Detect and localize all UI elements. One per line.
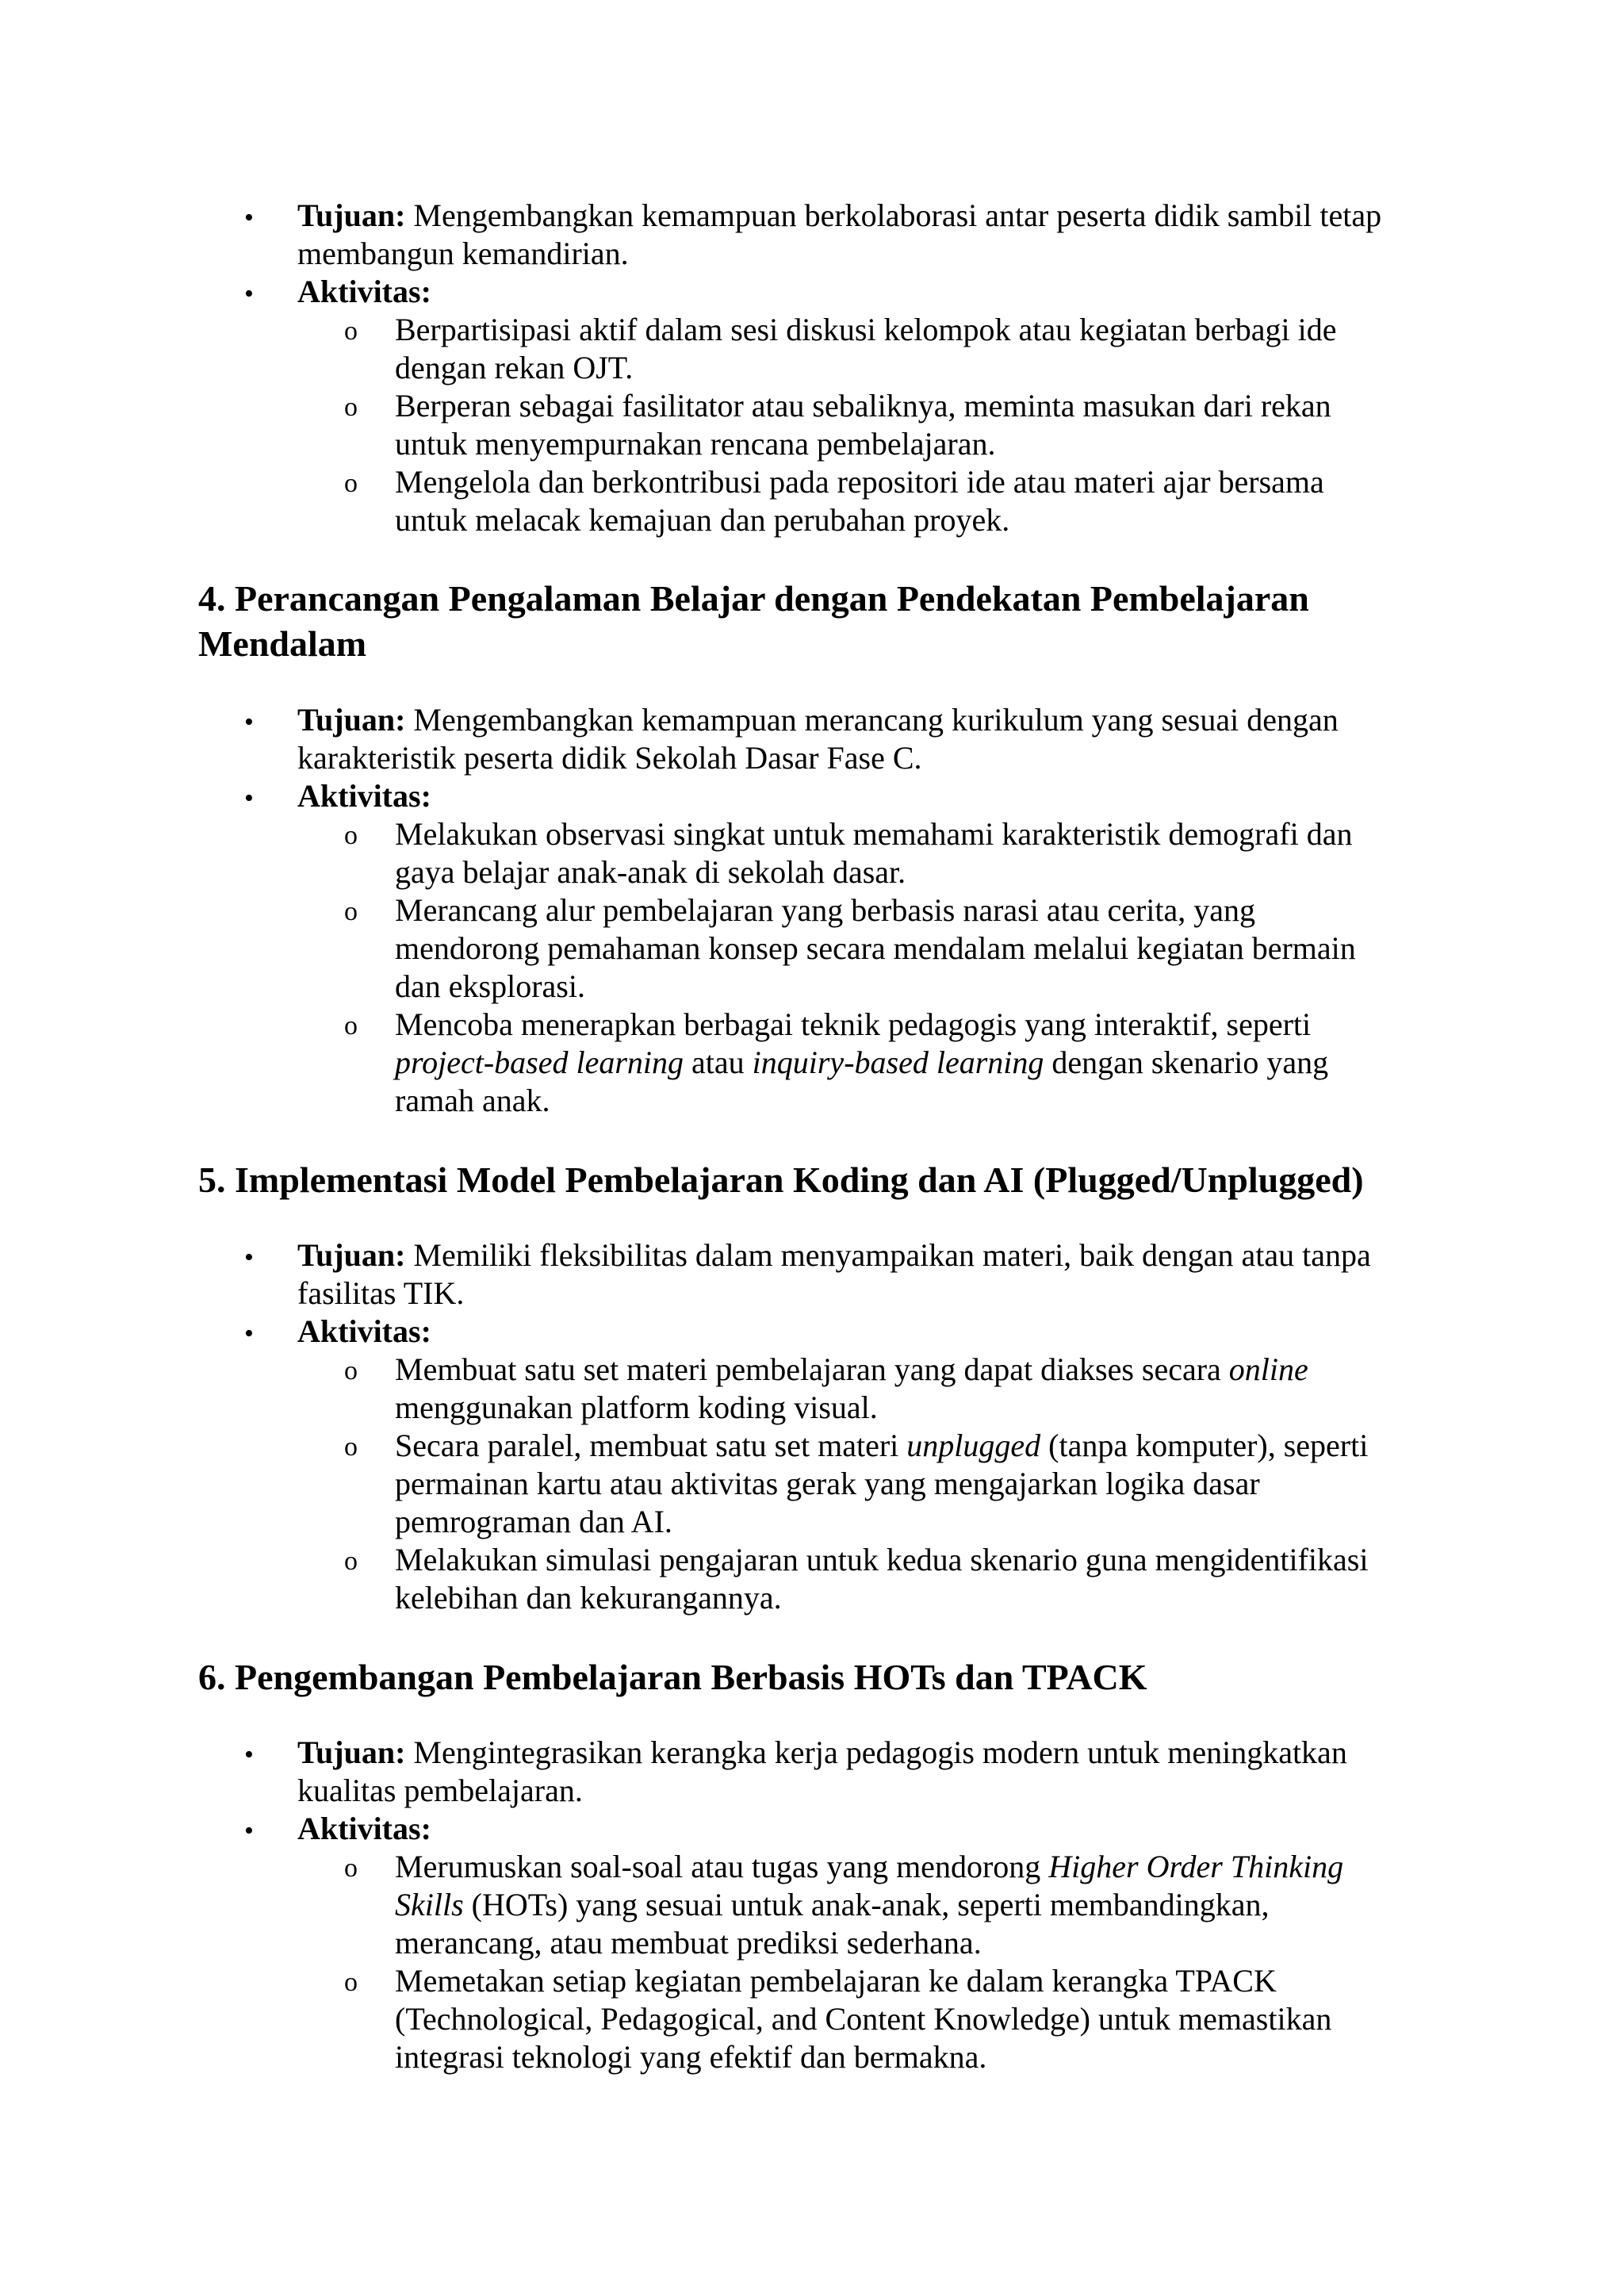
activity-line: Berperan sebagai fasilitator atau sebaliknya, meminta masukan dari rekan bbox=[395, 388, 1331, 424]
sub-bullet-marker: o bbox=[344, 1547, 358, 1576]
activity-line: dengan rekan OJT. bbox=[395, 350, 634, 385]
section-heading: 5. Implementasi Model Pembelajaran Koding dan AI (Plugged/Unplugged) bbox=[198, 1159, 1364, 1200]
sub-bullet-marker: o bbox=[344, 469, 358, 498]
bullet-marker: • bbox=[244, 1243, 254, 1272]
activity-line: Melakukan observasi singkat untuk memahami karakteristik demografi dan bbox=[395, 816, 1353, 852]
activity-line: (Technological, Pedagogical, and Content Knowledge) untuk memastikan bbox=[395, 2001, 1332, 2037]
activity-line: Merumuskan soal-soal atau tugas yang mendorong Higher Order Thinking bbox=[395, 1849, 1344, 1884]
sub-bullet-marker: o bbox=[344, 1432, 358, 1462]
activity-line: integrasi teknologi yang efektif dan bermakna. bbox=[395, 2039, 987, 2075]
activity-line: Secara paralel, membuat satu set materi unplugged (tanpa komputer), seperti bbox=[395, 1428, 1369, 1463]
bullet-marker: • bbox=[244, 1740, 254, 1769]
bullet-marker: • bbox=[244, 203, 254, 232]
aktivitas-label: Aktivitas: bbox=[297, 1313, 431, 1349]
activity-line: mendorong pemahaman konsep secara mendalam melalui kegiatan bermain bbox=[395, 930, 1356, 966]
aktivitas-label: Aktivitas: bbox=[297, 1811, 431, 1846]
activity-line: project-based learning atau inquiry-based learning dengan skenario yang bbox=[395, 1045, 1329, 1080]
activity-line: Merancang alur pembelajaran yang berbasis narasi atau cerita, yang bbox=[395, 892, 1256, 928]
tujuan-label: Tujuan: bbox=[297, 702, 406, 738]
activity-line: merancang, atau membuat prediksi sederhana. bbox=[395, 1925, 982, 1961]
activity-line: permainan kartu atau aktivitas gerak yang mengajarkan logika dasar bbox=[395, 1466, 1260, 1501]
tujuan-label: Tujuan: bbox=[297, 197, 406, 233]
activity-line: dan eksplorasi. bbox=[395, 968, 585, 1004]
bullet-marker: • bbox=[244, 784, 254, 813]
activity-line: Membuat satu set materi pembelajaran yang dapat diakses secara online bbox=[395, 1351, 1308, 1387]
activity-line: untuk menyempurnakan rencana pembelajaran. bbox=[395, 426, 996, 462]
activity-line: gaya belajar anak-anak di sekolah dasar. bbox=[395, 854, 906, 890]
section-heading: 6. Pengembangan Pembelajaran Berbasis HOTs dan TPACK bbox=[198, 1657, 1147, 1697]
activity-line: Berpartisipasi aktif dalam sesi diskusi kelompok atau kegiatan berbagi ide bbox=[395, 312, 1337, 347]
sub-bullet-marker: o bbox=[344, 1356, 358, 1386]
activity-line: untuk melacak kemajuan dan perubahan proyek. bbox=[395, 502, 1010, 538]
tujuan-label: Tujuan: bbox=[297, 1237, 406, 1273]
tujuan-line: Tujuan: Memiliki fleksibilitas dalam menyampaikan materi, baik dengan atau tanpa bbox=[297, 1237, 1371, 1273]
aktivitas-label: Aktivitas: bbox=[297, 274, 431, 309]
bullet-marker: • bbox=[244, 1816, 254, 1846]
activity-line: menggunakan platform koding visual. bbox=[395, 1389, 878, 1425]
section-heading: 4. Perancangan Pengalaman Belajar dengan Pendekatan Pembelajaran bbox=[198, 578, 1309, 619]
sub-bullet-marker: o bbox=[344, 1968, 358, 1997]
activity-line: kelebihan dan kekurangannya. bbox=[395, 1580, 782, 1616]
sub-bullet-marker: o bbox=[344, 1011, 358, 1041]
section-heading: Mendalam bbox=[198, 623, 367, 664]
sub-bullet-marker: o bbox=[344, 316, 358, 346]
tujuan-line: Tujuan: Mengintegrasikan kerangka kerja pedagogis modern untuk meningkatkan bbox=[297, 1734, 1347, 1770]
tujuan-label: Tujuan: bbox=[297, 1734, 406, 1770]
sub-bullet-marker: o bbox=[344, 393, 358, 422]
activity-line: Memetakan setiap kegiatan pembelajaran ke dalam kerangka TPACK bbox=[395, 1963, 1277, 1999]
activity-line: pemrograman dan AI. bbox=[395, 1504, 672, 1539]
bullet-marker: • bbox=[244, 707, 254, 737]
activity-line: Melakukan simulasi pengajaran untuk kedua skenario guna mengidentifikasi bbox=[395, 1542, 1369, 1577]
tujuan-line: Tujuan: Mengembangkan kemampuan berkolaborasi antar peserta didik sambil tetap bbox=[297, 197, 1382, 233]
tujuan-line: kualitas pembelajaran. bbox=[297, 1773, 583, 1808]
activity-line: Mengelola dan berkontribusi pada repositori ide atau materi ajar bersama bbox=[395, 464, 1324, 500]
activity-line: Mencoba menerapkan berbagai teknik pedagogis yang interaktif, seperti bbox=[395, 1006, 1312, 1042]
activity-line: ramah anak. bbox=[395, 1083, 550, 1118]
bullet-marker: • bbox=[244, 279, 254, 309]
sub-bullet-marker: o bbox=[344, 897, 358, 926]
sub-bullet-marker: o bbox=[344, 1853, 358, 1883]
tujuan-line: membangun kemandirian. bbox=[297, 236, 629, 271]
aktivitas-label: Aktivitas: bbox=[297, 778, 431, 814]
tujuan-line: karakteristik peserta didik Sekolah Dasar Fase C. bbox=[297, 740, 922, 776]
bullet-marker: • bbox=[244, 1319, 254, 1348]
tujuan-line: fasilitas TIK. bbox=[297, 1275, 465, 1311]
sub-bullet-marker: o bbox=[344, 821, 358, 850]
tujuan-line: Tujuan: Mengembangkan kemampuan merancang kurikulum yang sesuai dengan bbox=[297, 702, 1339, 738]
activity-line: Skills (HOTs) yang sesuai untuk anak-anak, seperti membandingkan, bbox=[395, 1887, 1270, 1922]
